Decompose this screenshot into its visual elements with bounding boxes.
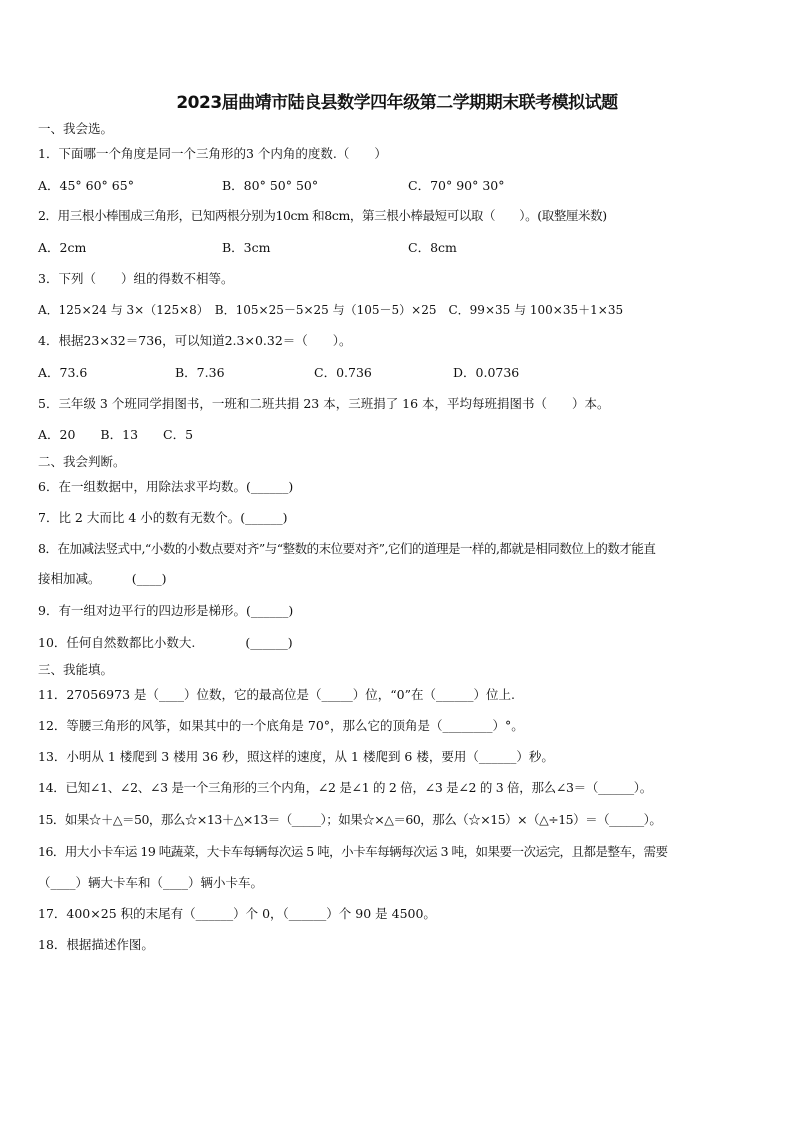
question-7: 7．比 2 大而比 4 小的数有无数个。(______) — [38, 510, 288, 525]
question-3: 3．下列（ ）组的得数不相等。 — [38, 271, 234, 286]
q5-options: A．20 B．13 C．5 — [38, 427, 194, 442]
question-5: 5．三年级 3 个班同学捐图书，一班和二班共捐 23 本，三班捐了 16 本，平均每班捐图书（ ）本。 — [38, 396, 610, 411]
question-17: 17．400×25 积的末尾有（______）个 0，（______）个 90 是 4500。 — [38, 906, 436, 921]
question-13: 13．小明从 1 楼爬到 3 楼用 36 秒，照这样的速度，从 1 楼爬到 6 楼，要用（______）秒。 — [38, 749, 554, 764]
q1-option-c: C．70° 90° 30° — [408, 178, 505, 193]
question-6: 6．在一组数据中，用除法求平均数。(______) — [38, 479, 294, 494]
q4-option-b: B．7.36 — [175, 365, 225, 380]
q2-option-a: A．2cm — [38, 240, 87, 255]
question-2: 2．用三根小棒围成三角形，已知两根分别为10cm 和8cm，第三根小棒最短可以取（ ）。(取整厘米数) — [38, 208, 607, 223]
question-14: 14．已知∠1、∠2、∠3 是一个三角形的三个内角，∠2 是∠1 的 2 倍，∠3 是∠2 的 3 倍，那么∠3＝（______）。 — [38, 780, 652, 795]
q2-option-b: B．3cm — [222, 240, 271, 255]
q4-option-a: A．73.6 — [38, 365, 88, 380]
question-1: 1．下面哪一个角度是同一个三角形的3 个内角的度数.（ ） — [38, 146, 387, 161]
section-heading-judge: 二、我会判断。 — [38, 454, 126, 469]
q3-options: A．125×24 与 3×（125×8） B．105×25－5×25 与（105－5）×25 C．99×35 与 100×35＋1×35 — [38, 303, 624, 317]
question-9: 9．有一组对边平行的四边形是梯形。(______) — [38, 603, 294, 618]
question-8-line-1: 8．在加减法竖式中,“小数的小数点要对齐”与“整数的末位要对齐”,它们的道理是一样的,都就是相同数位上的数才能直 — [38, 541, 656, 556]
question-11: 11．27056973 是（____）位数，它的最高位是（_____）位，“0”在（______）位上. — [38, 687, 515, 702]
question-10: 10．任何自然数都比小数大. (______) — [38, 635, 293, 650]
question-16-line-2: （____）辆大卡车和（____）辆小卡车。 — [38, 875, 264, 890]
question-12: 12．等腰三角形的风筝，如果其中的一个底角是 70°，那么它的顶角是（________）°。 — [38, 718, 524, 733]
q1-option-a: A．45° 60° 65° — [38, 178, 134, 193]
q1-option-b: B．80° 50° 50° — [222, 178, 319, 193]
page-title: 2023届曲靖市陆良县数学四年级第二学期期末联考模拟试题 — [176, 93, 618, 113]
question-4: 4．根据23×32＝736，可以知道2.3×0.32＝（ ）。 — [38, 333, 352, 348]
question-15: 15．如果☆＋△＝50，那么☆×13＋△×13＝（_____）；如果☆×△＝60，那么（☆×15）×（△÷15）＝（______）。 — [38, 812, 662, 827]
q2-option-c: C．8cm — [408, 240, 457, 255]
question-8-line-2: 接相加减。 (____) — [38, 571, 167, 586]
q4-option-d: D．0.0736 — [453, 365, 520, 380]
question-16-line-1: 16．用大小卡车运 19 吨蔬菜，大卡车每辆每次运 5 吨，小卡车每辆每次运 3 吨，如果要一次运完，且都是整车，需要 — [38, 844, 668, 859]
q4-option-c: C．0.736 — [314, 365, 372, 380]
section-heading-choice: 一、我会选。 — [38, 121, 114, 136]
section-heading-fill: 三、我能填。 — [38, 662, 114, 677]
question-18: 18．根据描述作图。 — [38, 937, 154, 952]
